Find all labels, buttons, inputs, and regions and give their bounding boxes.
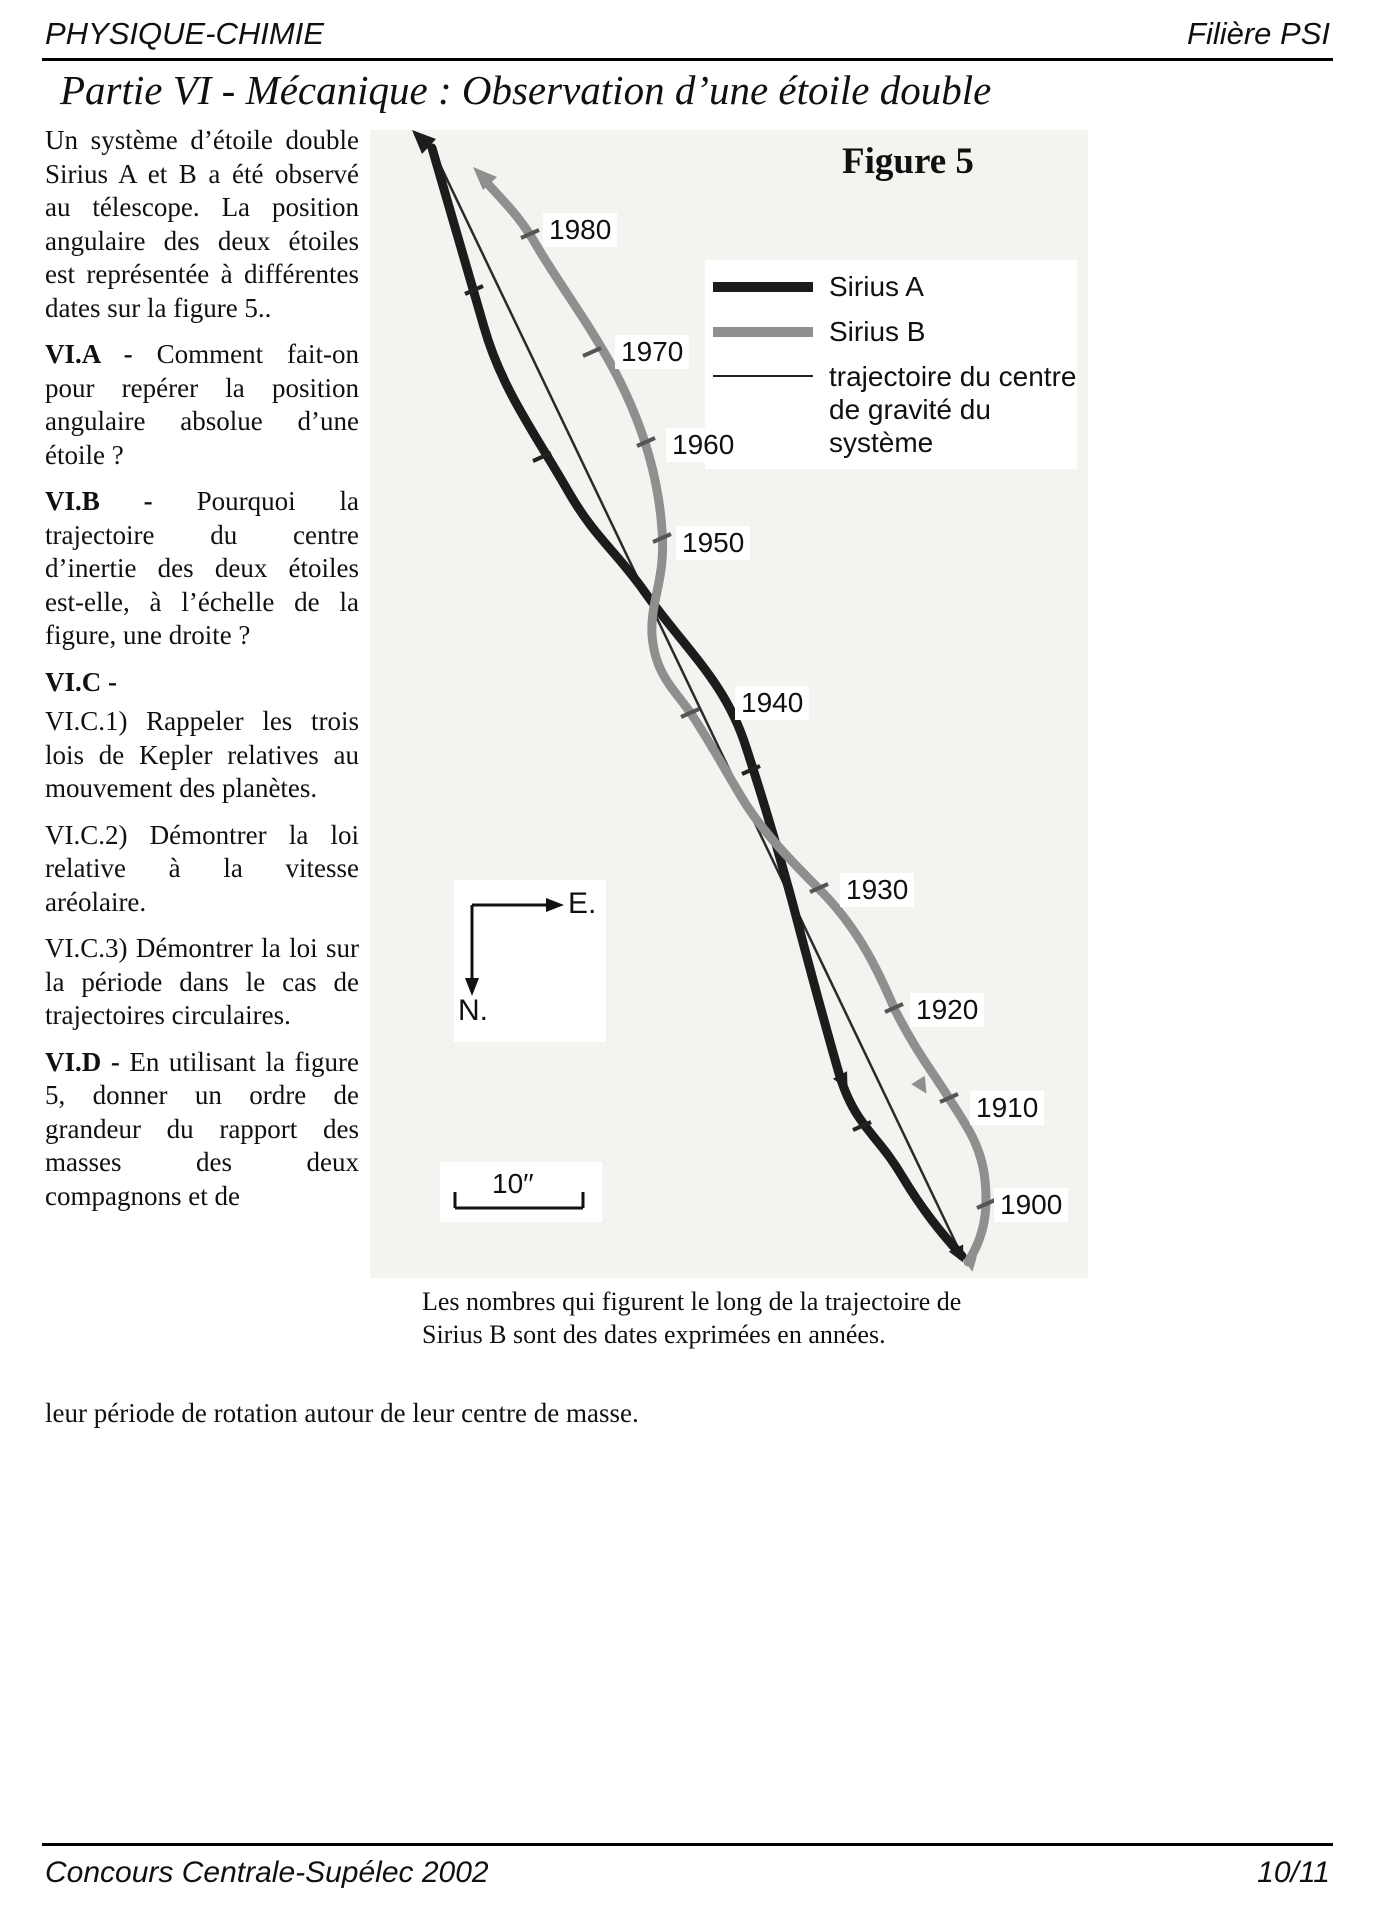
page-title: Partie VI - Mécanique : Observation d’une étoile double: [60, 67, 992, 113]
legend-row-sirius-b: [713, 315, 1077, 348]
footer-exam-title: Concours Centrale-Supélec 2002: [45, 1856, 489, 1889]
question-vib-label: VI.B -: [45, 486, 153, 516]
intro-paragraph: Un système d’étoile double Sirius A et B a été observé au télescope. La position angulaire des deux étoiles est représentée à différentes dates sur la figure 5..: [45, 125, 359, 323]
date-label-1950: 1950: [676, 526, 750, 560]
date-label-1900: 1900: [994, 1188, 1068, 1222]
compass-east-label: E.: [568, 887, 597, 920]
question-vic2: VI.C.2) Démontrer la loi relative à la vitesse aréolaire.: [45, 819, 359, 917]
sirius-b-line-sample: [713, 327, 813, 337]
question-vid-label: VI.D -: [45, 1046, 120, 1077]
question-via-label: VI.A -: [45, 339, 133, 369]
date-label-1910: 1910: [970, 1091, 1044, 1125]
compass-axes: [472, 905, 548, 980]
question-vid-text: En utilisant la figure 5, donner un ordre de grandeur du rapport des masses des deux compagnons et de: [45, 1046, 359, 1211]
footer-page-number: 10/11: [1257, 1856, 1330, 1889]
question-vid-continuation: leur période de rotation autour de leur centre de masse.: [45, 1398, 639, 1428]
question-vic-label: VI.C -: [45, 666, 117, 697]
legend-row-sirius-a: [713, 270, 1077, 303]
figure-panel: [370, 130, 1088, 1278]
header-course-title: PHYSIQUE-CHIMIE: [45, 16, 325, 51]
compass-east-arrow: [546, 898, 564, 912]
sirius-b-mid-arrow: [911, 1076, 933, 1098]
question-vid: [45, 1046, 359, 1214]
question-vic1: VI.C.1) Rappeler les trois lois de Kepler relatives au mouvement des planètes.: [45, 706, 359, 803]
question-via: [45, 338, 359, 472]
date-label-1930: 1930: [840, 873, 914, 907]
footer-rule: [42, 1843, 1333, 1846]
date-label-1940: 1940: [735, 686, 809, 720]
date-label-1970: 1970: [615, 335, 689, 369]
cog-line-sample: [713, 375, 813, 377]
header-track-label: Filière PSI: [1187, 16, 1330, 51]
figure-title: Figure 5: [842, 141, 974, 182]
legend-label-cog-line: trajectoire du centre de gravité du système: [829, 361, 1077, 458]
scale-bar-label: 10′′: [488, 1168, 538, 1200]
date-label-1920: 1920: [910, 993, 984, 1027]
legend-label-sirius-a: Sirius A: [829, 271, 924, 302]
question-vib: [45, 485, 359, 653]
header-rule: [42, 58, 1333, 61]
figure-caption: Les nombres qui figurent le long de la trajectoire de Sirius B sont des dates exprimées en années.: [422, 1287, 962, 1349]
date-label-1980: 1980: [543, 213, 617, 247]
sirius-a-line-sample: [713, 282, 813, 292]
date-label-1960: 1960: [666, 428, 740, 462]
compass-north-label: N.: [458, 994, 488, 1027]
legend-label-sirius-b: Sirius B: [829, 316, 926, 347]
question-column: [45, 124, 359, 1226]
figure-legend: [705, 260, 1077, 469]
question-vib-text: Pourquoi la trajectoire du centre d’inertie des deux étoiles est-elle, à l’échelle de la figure, une droite ?: [45, 486, 359, 650]
question-vic3: VI.C.3) Démontrer la loi sur la période dans le cas de trajectoires circulaires.: [45, 933, 359, 1030]
legend-row-cog-line: [713, 360, 1077, 459]
question-vic-heading: [45, 666, 359, 700]
question-via-text: Comment fait-on pour repérer la position angulaire absolue d’une étoile ?: [45, 339, 359, 470]
